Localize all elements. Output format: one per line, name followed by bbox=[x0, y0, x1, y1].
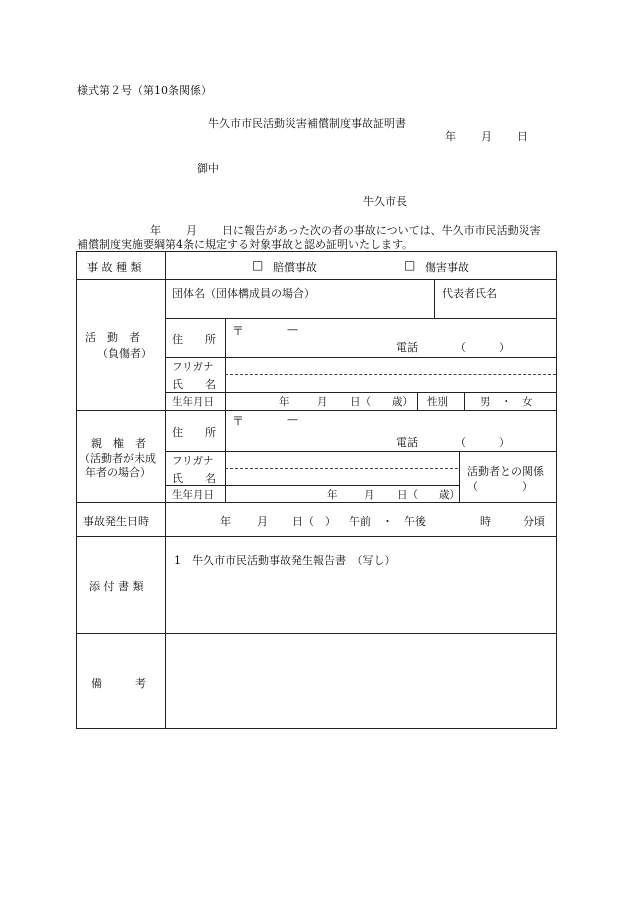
accident-type-label: 事 故 種 類 bbox=[87, 261, 142, 274]
injury-checkbox[interactable]: □ bbox=[404, 258, 416, 272]
furigana-label: フリガナ bbox=[172, 361, 214, 373]
representative-label: 代表者氏名 bbox=[442, 287, 497, 300]
activist-label: 活 動 者 bbox=[85, 331, 140, 344]
guardian-postal-dash: — bbox=[287, 413, 298, 426]
remarks-label: 備 考 bbox=[91, 677, 146, 690]
certificate-table bbox=[76, 251, 557, 729]
addressee-suffix: 御中 bbox=[197, 162, 219, 175]
intro-year: 年 bbox=[150, 224, 161, 237]
attachments-label: 添 付 書 類 bbox=[89, 580, 144, 593]
attachment-item-1: 1 牛久市市民活動事故発生報告書 （写し） bbox=[174, 554, 396, 567]
liability-checkbox[interactable]: □ bbox=[252, 258, 264, 272]
dob-label: 生年月日 bbox=[172, 396, 214, 408]
dt-hour: 時 bbox=[480, 515, 491, 528]
group-name-label: 団体名（団体構成員の場合） bbox=[172, 287, 315, 300]
intro-line2: 補償制度実施要綱第4条に規定する対象事故と認め証明いたします。 bbox=[77, 238, 414, 251]
injury-option-label: 傷害事故 bbox=[425, 261, 469, 274]
gender-options[interactable]: 男 ・ 女 bbox=[480, 396, 533, 408]
guardian-name-label: 氏 名 bbox=[172, 472, 216, 485]
intro-month: 月 bbox=[186, 224, 197, 237]
date-day-label: 日 bbox=[517, 130, 528, 143]
name-label: 氏 名 bbox=[172, 378, 216, 391]
dob-day-age: 日（ 歳） bbox=[350, 396, 413, 408]
activist-sublabel: （負傷者） bbox=[97, 347, 152, 360]
issuer-name: 牛久市長 bbox=[363, 195, 407, 208]
date-month-label: 月 bbox=[481, 130, 492, 143]
intro-line1: 日に報告があった次の者の事故については、牛久市市民活動災害 bbox=[222, 224, 541, 237]
guardian-phone-paren: （ ） bbox=[455, 436, 510, 449]
guardian-dob-label: 生年月日 bbox=[172, 489, 214, 501]
relation-paren: （ ） bbox=[467, 480, 533, 493]
guardian-furigana-label: フリガナ bbox=[172, 455, 214, 467]
dt-month: 月 bbox=[257, 515, 268, 528]
form-number: 様式第２号（第10条関係） bbox=[77, 84, 212, 97]
guardian-label: 親 権 者 bbox=[91, 437, 146, 450]
liability-option-label: 賠償事故 bbox=[273, 261, 317, 274]
document-title: 牛久市市民活動災害補償制度事故証明書 bbox=[208, 117, 406, 130]
guardian-dob-day-age: 日（ 歳） bbox=[397, 489, 460, 501]
accident-datetime-label: 事故発生日時 bbox=[83, 515, 149, 528]
guardian-sublabel-2: 年者の場合） bbox=[85, 466, 151, 479]
postal-mark: 〒 bbox=[232, 324, 245, 338]
guardian-sublabel-1: （活動者が未成 bbox=[79, 452, 156, 465]
postal-dash: — bbox=[287, 323, 298, 336]
dob-month: 月 bbox=[317, 396, 328, 408]
dt-ampm: 午前 ・ 午後 bbox=[349, 515, 426, 528]
relation-label: 活動者との関係 bbox=[467, 465, 544, 478]
guardian-dob-month: 月 bbox=[364, 489, 375, 501]
guardian-address-label: 住 所 bbox=[172, 426, 216, 439]
dob-year: 年 bbox=[279, 396, 290, 408]
phone-paren: （ ） bbox=[455, 341, 510, 354]
guardian-dob-year: 年 bbox=[327, 489, 338, 501]
dt-day-weekday: 日（ ） bbox=[292, 515, 336, 528]
dt-year: 年 bbox=[220, 515, 231, 528]
guardian-phone-label: 電話 bbox=[396, 436, 418, 449]
phone-label: 電話 bbox=[396, 341, 418, 354]
gender-label: 性別 bbox=[427, 396, 448, 408]
guardian-postal-mark: 〒 bbox=[232, 414, 245, 428]
date-year-label: 年 bbox=[445, 130, 456, 143]
address-label: 住 所 bbox=[172, 333, 216, 346]
dt-minute: 分頃 bbox=[523, 515, 545, 528]
